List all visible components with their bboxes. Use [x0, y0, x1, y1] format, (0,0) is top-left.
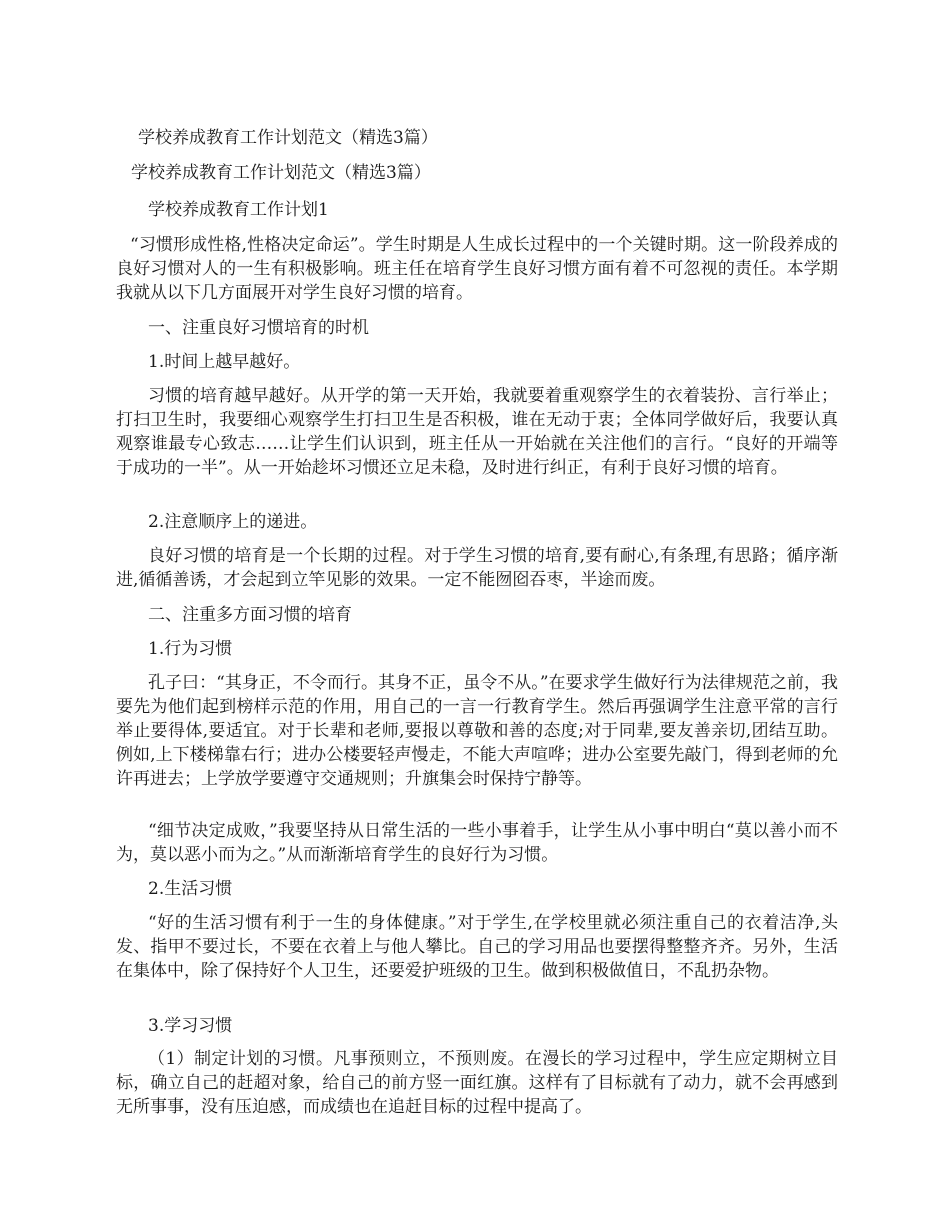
section-heading-2: 二、注重多方面习惯的培育 — [148, 605, 352, 625]
document-title: 学校养成教育工作计划范文（精选3篇） — [138, 128, 438, 148]
subheading-2-2: 2.生活习惯 — [148, 879, 233, 899]
intro-paragraph: “习惯形成性格,性格决定命运”。学生时期是人生成长过程中的一个关键时期。这一阶段养成的良好习惯对人的一生有积极影响。班主任在培育学生良好习惯方面有着不可忽视的责任。本学期我就从以下几方面展开对学生良好习惯的培育。 — [116, 235, 838, 303]
subheading-2-1: 1.行为习惯 — [148, 639, 233, 659]
document-subtitle: 学校养成教育工作计划范文（精选3篇） — [131, 163, 431, 183]
paragraph-2-1a: 孔子曰：“其身正，不令而行。其身不正，虽令不从。”在要求学生做好行为法律规范之前，我要先为他们起到榜样示范的作用，用自己的一言一行教育学生。然后再强调学生注意平常的言行举止要得体,要适宜。对于长辈和老师,要报以尊敬和善的态度;对于同辈,要友善亲切,团结互助。例如,上下楼梯靠右行；进办公楼要轻声慢走，不能大声喧哗；进办公室要先敲门，得到老师的允许再进去；上学放学要遵守交通规则；升旗集会时保持宁静等。 — [116, 673, 838, 789]
paragraph-2-1b: “细节决定成败，”我要坚持从日常生活的一些小事着手，让学生从小事中明白“莫以善小而不为，莫以恶小而为之。”从而渐渐培育学生的良好行为习惯。 — [116, 821, 838, 865]
paragraph-1-2: 良好习惯的培育是一个长期的过程。对于学生习惯的培育,要有耐心,有条理,有思路；循序渐进,循循善诱，才会起到立竿见影的效果。一定不能囫囵吞枣，半途而废。 — [116, 546, 838, 590]
section-heading-1: 一、注重良好习惯培育的时机 — [148, 318, 369, 338]
subheading-2-3: 3.学习习惯 — [148, 1016, 233, 1036]
paragraph-2-2: “好的生活习惯有利于一生的身体健康。”对于学生,在学校里就必须注重自己的衣着洁净,头发、指甲不要过长，不要在衣着上与他人攀比。自己的学习用品也要摆得整整齐齐。另外，生活在集体中，除了保持好个人卫生，还要爱护班级的卫生。做到积极做值日，不乱扔杂物。 — [116, 913, 838, 981]
subheading-1-1: 1.时间上越早越好。 — [148, 352, 301, 372]
paragraph-2-3: （1）制定计划的习惯。凡事预则立，不预则废。在漫长的学习过程中，学生应定期树立目标，确立自己的赶超对象，给自己的前方竖一面红旗。这样有了目标就有了动力，就不会再感到无所事事，没有压迫感，而成绩也在追赶目标的过程中提高了。 — [116, 1049, 838, 1117]
subheading-1-2: 2.注意顺序上的递进。 — [148, 512, 318, 532]
paragraph-1-1: 习惯的培育越早越好。从开学的第一天开始，我就要着重观察学生的衣着装扮、言行举止；打扫卫生时，我要细心观察学生打扫卫生是否积极，谁在无动于衷；全体同学做好后，我要认真观察谁最专心致志……让学生们认识到，班主任从一开始就在关注他们的言行。“良好的开端等于成功的一半”。从一开始趁坏习惯还立足未稳，及时进行纠正，有利于良好习惯的培育。 — [116, 386, 838, 478]
plan-heading: 学校养成教育工作计划1 — [148, 200, 329, 220]
